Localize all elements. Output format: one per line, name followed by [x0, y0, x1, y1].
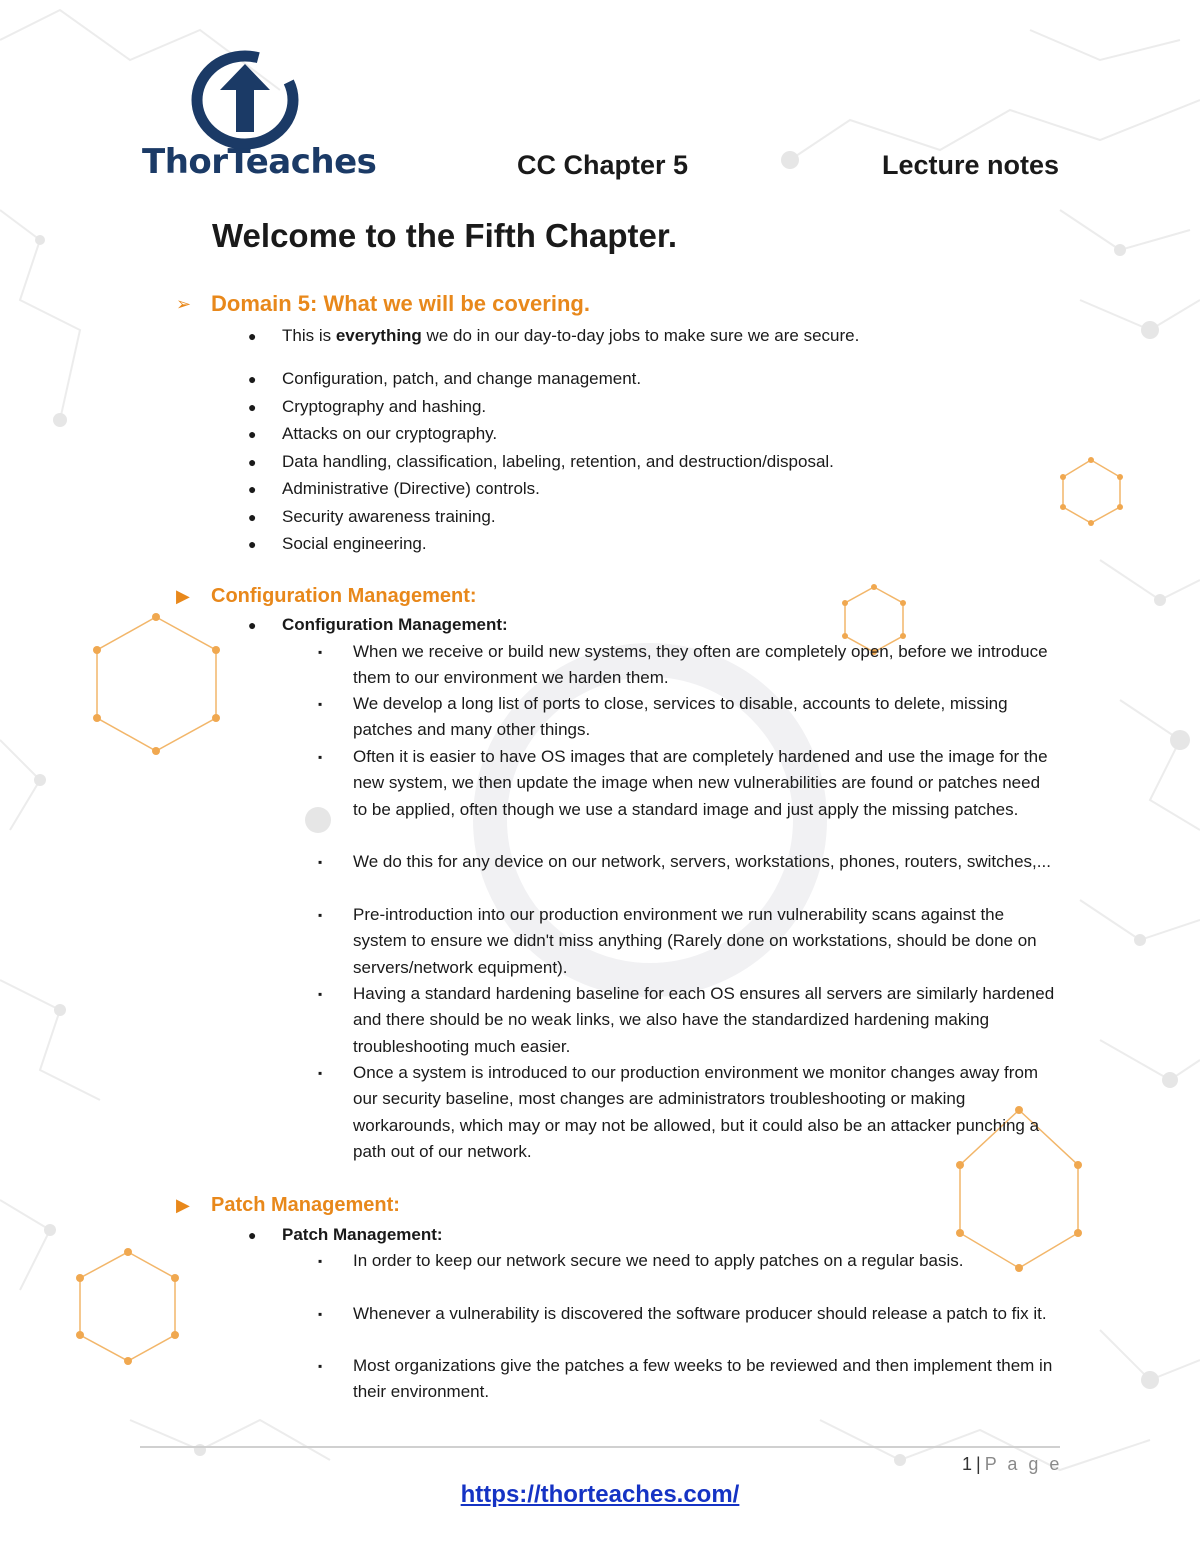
section-heading-config-mgmt: ▶ Configuration Management:: [176, 585, 477, 607]
bullet-square-icon: ▪: [318, 750, 323, 764]
bullet-square-icon: ▪: [318, 1307, 323, 1321]
footer-divider: [140, 1446, 1060, 1448]
doc-type-label: Lecture notes: [882, 150, 1060, 180]
section-heading-domain5: ➢ Domain 5: What we will be covering.: [176, 291, 590, 316]
bullet-square-icon: ▪: [318, 855, 323, 869]
bullet-dot-icon: ●: [248, 328, 257, 344]
bullet-dot-icon: ●: [248, 481, 257, 497]
brand-name: ThorTeaches: [142, 142, 377, 182]
bullet-square-icon: ▪: [318, 1066, 323, 1080]
up-arrow-circle-icon: [190, 50, 300, 150]
page-number: 1 | P a g e: [962, 1454, 1063, 1474]
bullet-dot-icon: ●: [248, 399, 257, 415]
bullet-dot-icon: ●: [248, 617, 257, 633]
bullet-square-icon: ▪: [318, 645, 323, 659]
arrow-bullet-icon: ➢: [176, 293, 192, 314]
chapter-label: CC Chapter 5: [517, 150, 689, 180]
bullet-dot-icon: ●: [248, 426, 257, 442]
page-title: Welcome to the Fifth Chapter.: [212, 217, 678, 254]
bullet-square-icon: ▪: [318, 697, 323, 711]
bullet-dot-icon: ●: [248, 509, 257, 525]
section-heading-patch-mgmt: ▶ Patch Management:: [176, 1194, 400, 1216]
bullet-square-icon: ▪: [318, 908, 323, 922]
triangle-bullet-icon: ▶: [176, 586, 190, 606]
bullet-dot-icon: ●: [248, 371, 257, 387]
bullet-square-icon: ▪: [318, 1359, 323, 1373]
bullet-square-icon: ▪: [318, 987, 323, 1001]
bullet-square-icon: ▪: [318, 1254, 323, 1268]
bullet-dot-icon: ●: [248, 454, 257, 470]
page-content: ThorTeaches CC Chapter 5 Lecture notes Welcome to the Fifth Chapter. ➢ Domain 5: What we will be covering. ● This is everything we do in our day-to-day jobs to make sure we are secure. ● Configuration, patch, and change management. ● Cryptography and hashing. ● Attacks on our cryptography. ● Data handling, classification, labeling, retention, and destruction/disposal. ● Administrative (Directive) controls. ● Security awareness training. ● Social engineering. ▶ Configuration Management: ● Configuration Management: ▪ When we receive or build new systems, they often are completely open, before we introduce them to our environment we harden them. ▪ We develop a long list of ports to close, services to disable, accounts to delete, missing patches and many other things. ▪ Often it is easier to have OS images that are completely hardened and use the image for the new system, we then update the image when new vulnerabilities are found or patches need to be applied, often though we use a standard image and just apply the missing patches. ▪ We do this for any device on our network, servers, workstations, phones, routers, switches,... ▪ Pre-introduction into our production environment we run vulnerability scans against the system to ensure we didn't miss anything (Rarely done on workstations, should be done on servers/network equipment). ▪ Having a standard hardening baseline for each OS ensures all servers are similarly hardened and there should be no weak links, we also have the standardized hardening making troubleshooting much easier. ▪ Once a system is introduced to our production environment we monitor changes away from our security baseline, most changes are administrators troubleshooting or making workarounds, which may or may not be allowed, but it could also be an attacker punching a path out of our network. ▶ Patch Management: ● Patch Management: ▪ In order to keep our network secure we need to apply patches on a regular basis. ▪ Whenever a vulnerability is discovered the software producer should release a patch to fix it. ▪ Most organizations give the patches a few weeks to be reviewed and then implement them in their environment. 1 | P a g e https://thorteaches.com/: [0, 0, 1200, 1553]
bullet-dot-icon: ●: [248, 1227, 257, 1243]
thorteaches-logo: [140, 40, 380, 190]
bullet-dot-icon: ●: [248, 536, 257, 552]
website-link[interactable]: https://thorteaches.com/: [460, 1481, 740, 1508]
triangle-bullet-icon: ▶: [176, 1195, 190, 1215]
